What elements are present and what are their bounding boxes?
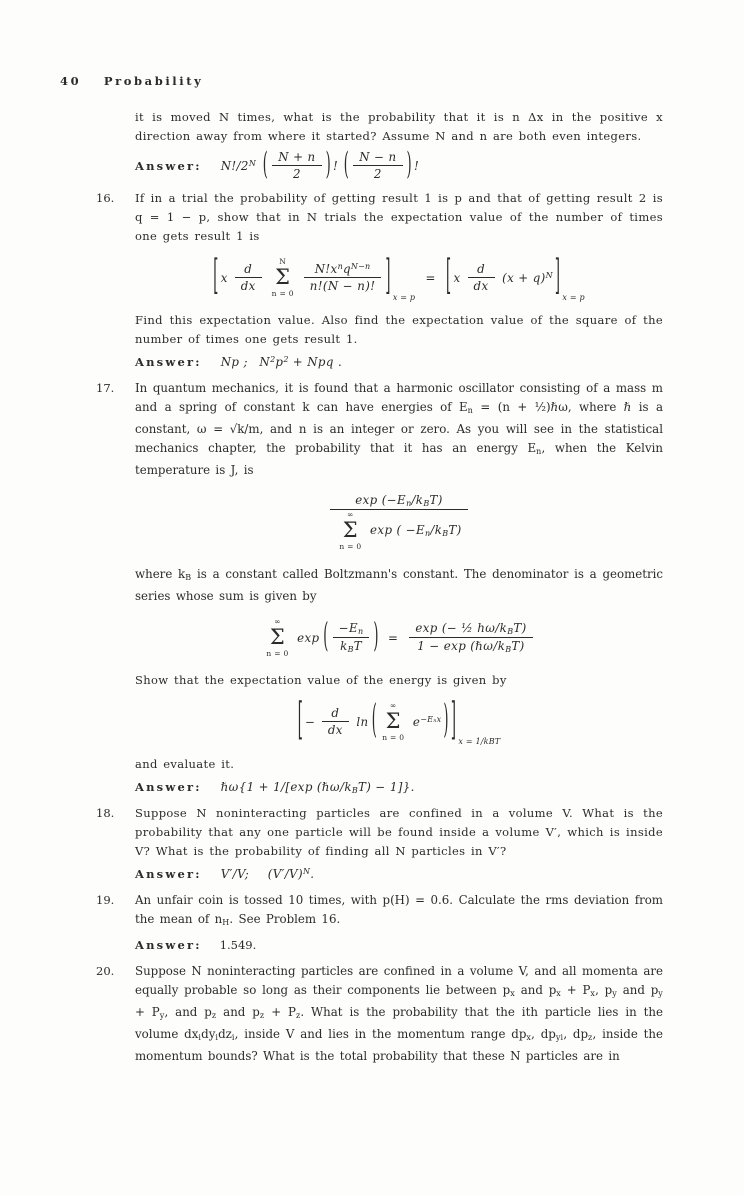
math-token: . What is the probability that the ith particle lies in the volume dx	[135, 1005, 663, 1041]
math-token: i	[231, 1033, 235, 1042]
problem-17-sum-formula	[135, 618, 663, 657]
math-token: e	[412, 714, 421, 729]
math-token	[353, 149, 402, 165]
math-token: p	[275, 355, 284, 369]
math-token: (	[262, 147, 269, 184]
problem-17-text-4: and evaluate it.	[135, 757, 235, 771]
math-token: N!x	[314, 262, 338, 276]
math-token: B	[185, 573, 192, 582]
math-token	[562, 287, 584, 302]
math-token: B	[505, 645, 512, 654]
math-token: n = 0	[382, 732, 405, 742]
math-token	[409, 637, 532, 655]
math-token: x	[526, 1033, 532, 1042]
math-token: z	[295, 1011, 301, 1020]
math-token: + P	[264, 1005, 296, 1019]
math-token: dz	[218, 1027, 232, 1041]
problem-20-text	[135, 962, 663, 1066]
math-token: )	[443, 699, 449, 744]
math-token	[333, 620, 370, 637]
math-token: N	[302, 867, 311, 876]
math-token: n	[358, 627, 364, 636]
math-token: B	[423, 499, 430, 508]
problem-15-continuation-text: it is moved N times, what is the probability that it is n Δx in the positive x direction away from where it started? Assume N and n are both even integers.	[135, 110, 663, 143]
math-token: q	[342, 262, 351, 276]
answer-label: Answer:	[135, 938, 202, 952]
math-token	[382, 702, 404, 741]
math-token: /k	[411, 493, 424, 507]
math-token: An unfair coin is tossed 10 times, with p(H) = 0.6. Calculate the rms deviation from the mean of n	[135, 893, 663, 926]
math-token	[315, 262, 371, 276]
math-token: !	[414, 158, 420, 173]
math-token	[339, 511, 361, 550]
math-token	[468, 261, 495, 294]
math-token: Np ;	[220, 355, 248, 369]
math-token	[304, 277, 382, 294]
math-token	[272, 165, 321, 182]
math-token	[330, 509, 467, 551]
math-token: B	[351, 785, 358, 795]
problem-17-probability-formula	[135, 492, 663, 551]
math-token: n = 0	[339, 541, 362, 551]
math-token: n	[425, 529, 431, 538]
math-token: −E	[338, 621, 359, 635]
math-token	[322, 705, 349, 721]
math-token: y	[658, 989, 663, 998]
problem-18-text: Suppose N noninteracting particles are confined in a volume V. What is the probability that any one particle will be found inside a volume V′, which is inside V? What is the probability of finding all N particles in V′?	[135, 806, 663, 858]
problem-15-answer	[135, 149, 663, 182]
math-token: B	[442, 529, 449, 538]
chapter-title: Probability	[103, 74, 204, 88]
problem-18-answer-formula	[220, 867, 316, 881]
math-token: .	[310, 867, 315, 881]
math-token	[330, 492, 467, 551]
math-token	[221, 355, 248, 369]
math-token: and p	[514, 983, 557, 997]
math-token: ∞	[390, 701, 397, 710]
problem-19-number: 19.	[96, 893, 115, 907]
math-token: N!/2	[220, 158, 249, 173]
math-token: z	[211, 1011, 217, 1020]
math-token: n = 0	[266, 648, 289, 658]
math-token	[356, 715, 368, 729]
math-token: N + n	[278, 150, 316, 164]
math-token	[393, 287, 415, 302]
math-token: k	[340, 639, 348, 653]
math-token: Σ	[275, 264, 291, 289]
math-token: =	[387, 630, 399, 645]
math-token: /k	[430, 523, 443, 537]
math-token: = (n + ½)ℏω, where ℏ is a constant, ω = √k/m, and n is an integer or zero. As you will see in the statistical mechanics chapter, the probability that it has an energy E	[135, 400, 663, 455]
math-token: n = 0	[271, 288, 294, 298]
math-token: n	[536, 447, 542, 456]
math-token	[322, 721, 349, 738]
math-token	[304, 261, 382, 294]
problem-19-answer	[135, 935, 663, 955]
math-token	[388, 631, 398, 645]
problem-16-text: If in a trial the probability of getting result 1 is p and that of getting result 2 is q = 1 − p, show that in N trials the expectation value of the number of times one gets result 1 is	[135, 191, 663, 243]
math-token	[272, 149, 321, 182]
math-token	[417, 639, 524, 654]
problem-17-text-2	[135, 565, 663, 606]
math-token: y	[612, 989, 617, 998]
page-number: 40	[60, 74, 82, 88]
math-token: ∞	[347, 510, 354, 519]
problem-16-text-2: Find this expectation value. Also find the expectation value of the square of the number of times one gets result 1.	[135, 313, 663, 346]
math-token: (	[323, 618, 329, 657]
answer-label: Answer:	[135, 355, 202, 369]
problem-20	[96, 962, 663, 1066]
problem-19-answer-value: 1.549.	[219, 938, 257, 952]
math-token: where k	[135, 567, 186, 581]
math-token: x = 1/kBT	[458, 737, 501, 746]
problem-17-number: 17.	[96, 381, 115, 395]
math-token: exp (−E	[355, 493, 407, 507]
math-token: )	[325, 147, 332, 184]
math-token	[278, 150, 315, 164]
math-token: [	[213, 253, 219, 302]
math-token: −Eₙx	[420, 714, 442, 724]
math-token: Suppose N noninteracting particles are confined in a volume V, and all momenta are equally probable so long as their components lie between p	[135, 964, 663, 997]
page-header	[60, 74, 203, 88]
math-token: V′/V;	[220, 867, 250, 881]
math-token: T)	[513, 621, 527, 635]
problem-18	[96, 804, 663, 884]
math-token: ℏω{1 + 1/[exp (ℏω/k	[220, 779, 352, 794]
math-token: d	[244, 262, 253, 276]
math-token: Σ	[269, 624, 286, 649]
math-token	[333, 637, 370, 655]
math-token	[235, 261, 262, 277]
answer-label: Answer:	[135, 158, 202, 173]
problem-20-number: 20.	[96, 964, 115, 978]
math-token: + P	[135, 1005, 160, 1019]
math-token: (x + q)	[502, 270, 546, 285]
math-token: [	[297, 696, 304, 747]
math-token	[297, 631, 319, 645]
math-token: T)	[448, 523, 462, 537]
math-token: is a constant called Boltzmann's constant. The denominator is a geometric series whose sum is given by	[135, 567, 664, 603]
math-token	[502, 271, 553, 285]
math-token: T) − 1]}.	[357, 779, 415, 794]
math-token	[353, 149, 402, 182]
math-token	[235, 261, 262, 294]
math-token: (	[371, 699, 378, 744]
math-token: !	[333, 158, 339, 173]
math-token: + P	[560, 983, 591, 997]
math-token	[331, 706, 339, 720]
math-token: and p	[216, 1005, 260, 1019]
math-token	[409, 620, 532, 637]
math-token	[221, 867, 249, 881]
problem-18-answer	[135, 864, 663, 884]
math-token: dx	[473, 279, 489, 293]
math-token: N	[248, 158, 257, 168]
math-token: [	[446, 253, 452, 302]
problem-17-answer	[135, 777, 663, 797]
answer-label: Answer:	[135, 780, 202, 794]
math-token: ]	[450, 696, 457, 747]
math-token	[221, 271, 228, 285]
math-token: n!(N − n)!	[309, 279, 376, 293]
problem-18-number: 18.	[96, 806, 115, 820]
math-token: d	[477, 262, 486, 276]
math-token	[413, 715, 442, 729]
math-token: i	[198, 1033, 202, 1042]
math-token	[244, 262, 252, 276]
math-token: yi	[555, 1033, 564, 1042]
math-token: x	[453, 270, 461, 285]
math-token: 2	[270, 355, 276, 364]
math-token: z	[588, 1033, 593, 1042]
math-token: B	[347, 645, 354, 654]
math-token	[333, 159, 338, 173]
math-token	[333, 620, 370, 655]
math-token	[310, 279, 376, 293]
math-token	[339, 621, 364, 636]
problem-16-number: 16.	[96, 191, 115, 205]
problem-19-text	[135, 891, 663, 932]
math-token: i	[215, 1033, 219, 1042]
math-token	[468, 277, 495, 294]
math-token: 2	[292, 167, 301, 181]
math-token	[477, 262, 485, 276]
math-token: N	[259, 355, 271, 369]
math-token	[241, 279, 256, 293]
math-token: 1 − exp (ℏω/k	[417, 639, 506, 653]
problem-17-expectation-formula	[135, 696, 663, 747]
math-token: )	[373, 618, 379, 657]
math-token	[353, 165, 402, 182]
math-token: x	[220, 270, 228, 285]
math-token: H	[222, 918, 230, 927]
math-token	[426, 271, 436, 285]
math-token: , inside V and lies in the momentum range dp	[234, 1027, 527, 1041]
math-token	[272, 149, 321, 165]
math-token: N	[545, 270, 553, 280]
math-token: y	[159, 1011, 165, 1020]
math-token	[359, 150, 396, 164]
math-token: z	[259, 1011, 265, 1020]
problem-16-answer-formula	[220, 355, 343, 369]
math-token: , inside the momentum bounds? What is the total probability that these N particles are in	[135, 1027, 663, 1063]
math-token	[328, 723, 343, 737]
math-token: ]	[554, 253, 561, 302]
math-token: dx	[327, 723, 343, 737]
math-token: B	[507, 627, 514, 636]
math-token: Σ	[385, 708, 401, 733]
math-token: and p	[616, 983, 659, 997]
answer-label: Answer:	[135, 867, 202, 881]
math-token	[304, 261, 382, 277]
math-token: x	[510, 989, 515, 998]
math-token	[272, 258, 294, 297]
math-token	[370, 523, 462, 538]
math-token: x	[590, 989, 596, 998]
problem-16-formula	[135, 253, 663, 302]
math-token: T)	[511, 639, 525, 653]
math-token	[409, 620, 532, 655]
math-token	[322, 705, 349, 738]
math-token	[454, 271, 461, 285]
math-token: )	[406, 147, 413, 184]
math-token: T	[353, 639, 363, 653]
math-token: . See Problem 16.	[229, 912, 341, 926]
math-token: x = p	[392, 293, 416, 302]
problem-16	[96, 189, 663, 372]
math-token	[221, 780, 415, 795]
math-token	[259, 355, 342, 369]
problem-17-answer-formula	[220, 780, 416, 795]
math-token	[340, 639, 362, 654]
problem-16-answer	[135, 352, 663, 372]
math-token	[266, 618, 288, 657]
math-token: N	[279, 257, 287, 266]
math-token: N−n	[350, 262, 371, 271]
page-content	[96, 108, 664, 1068]
math-token: , dp	[563, 1027, 589, 1041]
problem-15-answer-formula	[220, 149, 420, 182]
math-token: (V′/V)	[267, 867, 303, 881]
math-token: T)	[429, 493, 443, 507]
math-token: n	[406, 499, 412, 508]
math-token: exp (− ½ hω/k	[415, 621, 508, 635]
problem-17	[96, 379, 664, 797]
math-token	[415, 621, 526, 636]
math-token: Σ	[342, 517, 359, 542]
problem-19	[96, 891, 663, 955]
math-token: x	[556, 989, 561, 998]
math-token: ln	[356, 714, 369, 729]
math-token	[221, 159, 256, 173]
math-token	[414, 159, 419, 173]
math-token	[355, 493, 443, 508]
math-token: In quantum mechanics, it is found that a harmonic oscillator consisting of a mass m and a spring of constant k can have energies of E	[135, 381, 663, 414]
math-token	[293, 167, 301, 181]
problem-17-text	[135, 379, 663, 480]
math-token: + Npq .	[288, 355, 343, 369]
math-token	[458, 731, 500, 746]
math-token	[305, 715, 315, 729]
math-token: ∞	[274, 617, 281, 626]
math-token: N − n	[359, 150, 397, 164]
math-token: 2	[373, 167, 382, 181]
math-token: =	[425, 270, 436, 285]
math-token: x = p	[562, 293, 585, 302]
math-token	[474, 279, 489, 293]
math-token: n	[337, 262, 343, 271]
math-token: , and p	[164, 1005, 212, 1019]
problem-17-text-3: Show that the expectation value of the energy is given by	[135, 673, 507, 687]
math-token: (	[343, 147, 350, 184]
math-token: , p	[595, 983, 613, 997]
math-token	[268, 867, 315, 881]
math-token: −	[305, 714, 316, 729]
math-token: n	[467, 406, 474, 415]
math-token	[235, 277, 262, 294]
math-token: d	[331, 706, 340, 720]
math-token: , when the Kelvin temperature is J, is	[135, 441, 663, 477]
math-token: exp ( −E	[370, 523, 425, 537]
math-token: exp	[297, 630, 320, 645]
math-token	[468, 261, 495, 277]
math-token: , dp	[531, 1027, 556, 1041]
math-token	[374, 167, 382, 181]
math-token: 2	[283, 355, 289, 364]
math-token: ]	[385, 253, 391, 302]
math-token	[330, 492, 467, 509]
math-token: dy	[201, 1027, 216, 1041]
math-token: dx	[240, 279, 256, 293]
